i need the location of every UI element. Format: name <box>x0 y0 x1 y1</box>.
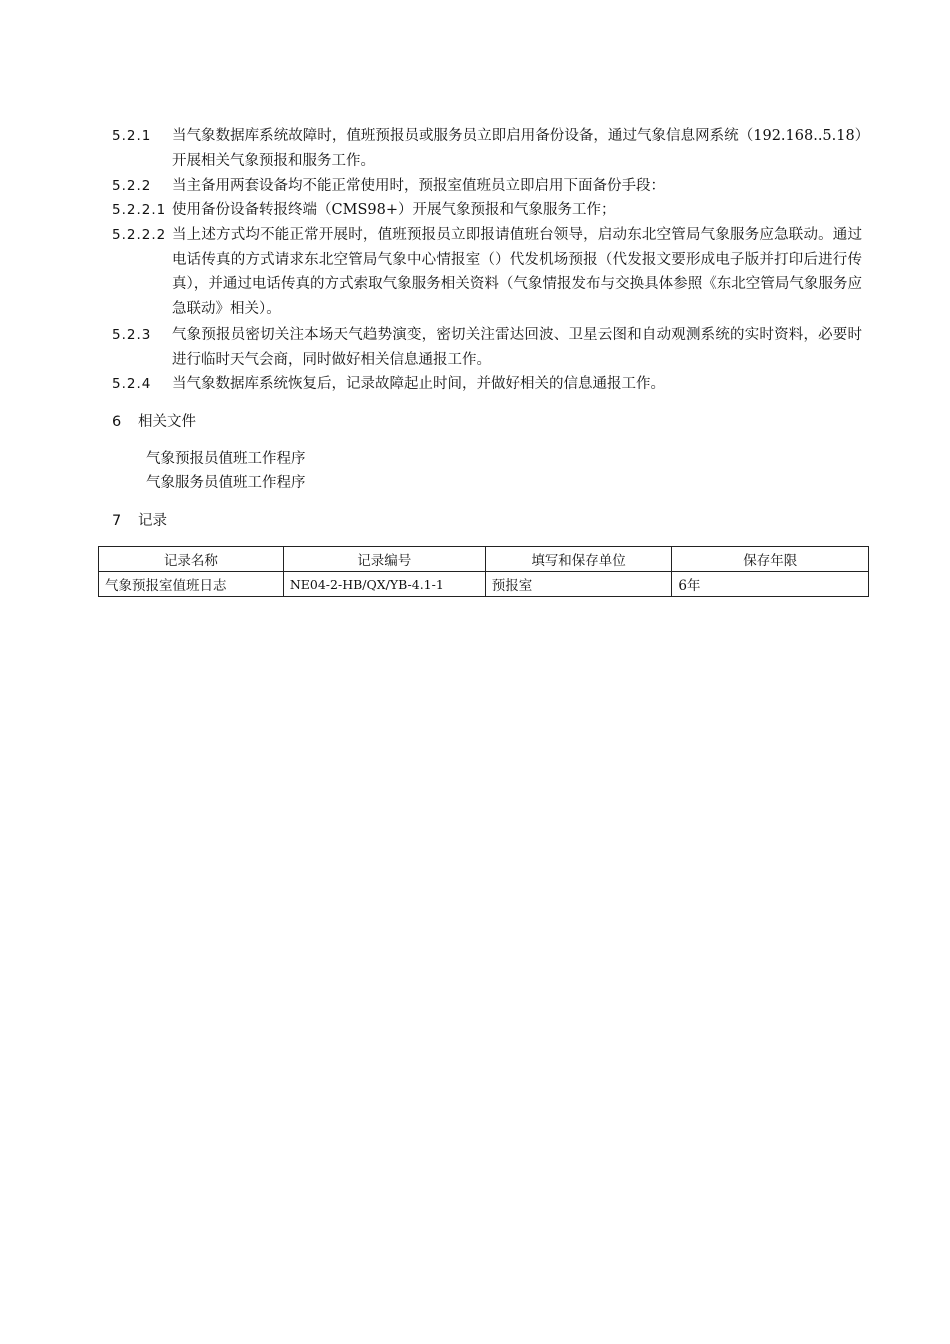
table-cell: 预报室 <box>485 572 672 597</box>
clause-number: 5.2.2.2 <box>112 227 167 243</box>
clause-text: 当主备用两套设备均不能正常使用时，预报室值班员立即启用下面备份手段： <box>172 178 665 194</box>
related-document: 气象服务员值班工作程序 <box>146 475 306 491</box>
column-header: 保存年限 <box>672 547 869 572</box>
clause-number: 5.2.4 <box>112 376 152 392</box>
table-row <box>99 572 869 597</box>
clause-5-2-2-1 <box>112 198 862 223</box>
column-header: 记录名称 <box>99 547 284 572</box>
section-number: 6 <box>112 414 122 430</box>
column-header: 记录编号 <box>283 547 485 572</box>
clause-5-2-2-2 <box>112 223 862 321</box>
clause-text: 气象预报员密切关注本场天气趋势演变，密切关注雷达回波、卫星云图和自动观测系统的实时资料，必要时进行临时天气会商，同时做好相关信息通报工作。 <box>172 327 862 368</box>
related-document: 气象预报员值班工作程序 <box>146 451 306 467</box>
clause-5-2-3 <box>112 323 862 372</box>
section-title: 相关文件 <box>138 414 196 430</box>
clause-text: 当上述方式均不能正常开展时，值班预报员立即报请值班台领导，启动东北空管局气象服务应急联动。通过电话传真的方式请求东北空管局气象中心情报室（）代发机场预报（代发报文要形成电子版并打印后进行传真），并通过电话传真的方式索取气象服务相关资料（气象情报发布与交换具体参照《东北空管局气象服务应急联动》相关）。 <box>172 227 862 317</box>
table-cell: 气象预报室值班日志 <box>99 572 284 597</box>
clause-text: 当气象数据库系统恢复后，记录故障起止时间，并做好相关的信息通报工作。 <box>172 376 665 392</box>
clause-text: 当气象数据库系统故障时，值班预报员或服务员立即启用备份设备，通过气象信息网系统（192.168..5.18）开展相关气象预报和服务工作。 <box>172 128 862 169</box>
section-title: 记录 <box>138 513 167 529</box>
section-6-heading <box>112 411 196 433</box>
clause-5-2-2 <box>112 174 862 199</box>
table-cell: 6年 <box>672 572 869 597</box>
section-number: 7 <box>112 513 122 529</box>
clause-5-2-1 <box>112 124 862 173</box>
clause-number: 5.2.2.1 <box>112 202 167 218</box>
clause-number: 5.2.3 <box>112 327 152 343</box>
section-7-heading <box>112 510 167 532</box>
table-cell: NE04-2-HB/QX/YB-4.1-1 <box>283 572 485 597</box>
clause-number: 5.2.2 <box>112 178 152 194</box>
records-table <box>98 546 869 597</box>
column-header: 填写和保存单位 <box>485 547 672 572</box>
clause-number: 5.2.1 <box>112 128 152 144</box>
clause-text: 使用备份设备转报终端（CMS98+）开展气象预报和气象服务工作； <box>172 202 616 218</box>
table-header-row <box>99 547 869 572</box>
clause-5-2-4 <box>112 372 862 397</box>
